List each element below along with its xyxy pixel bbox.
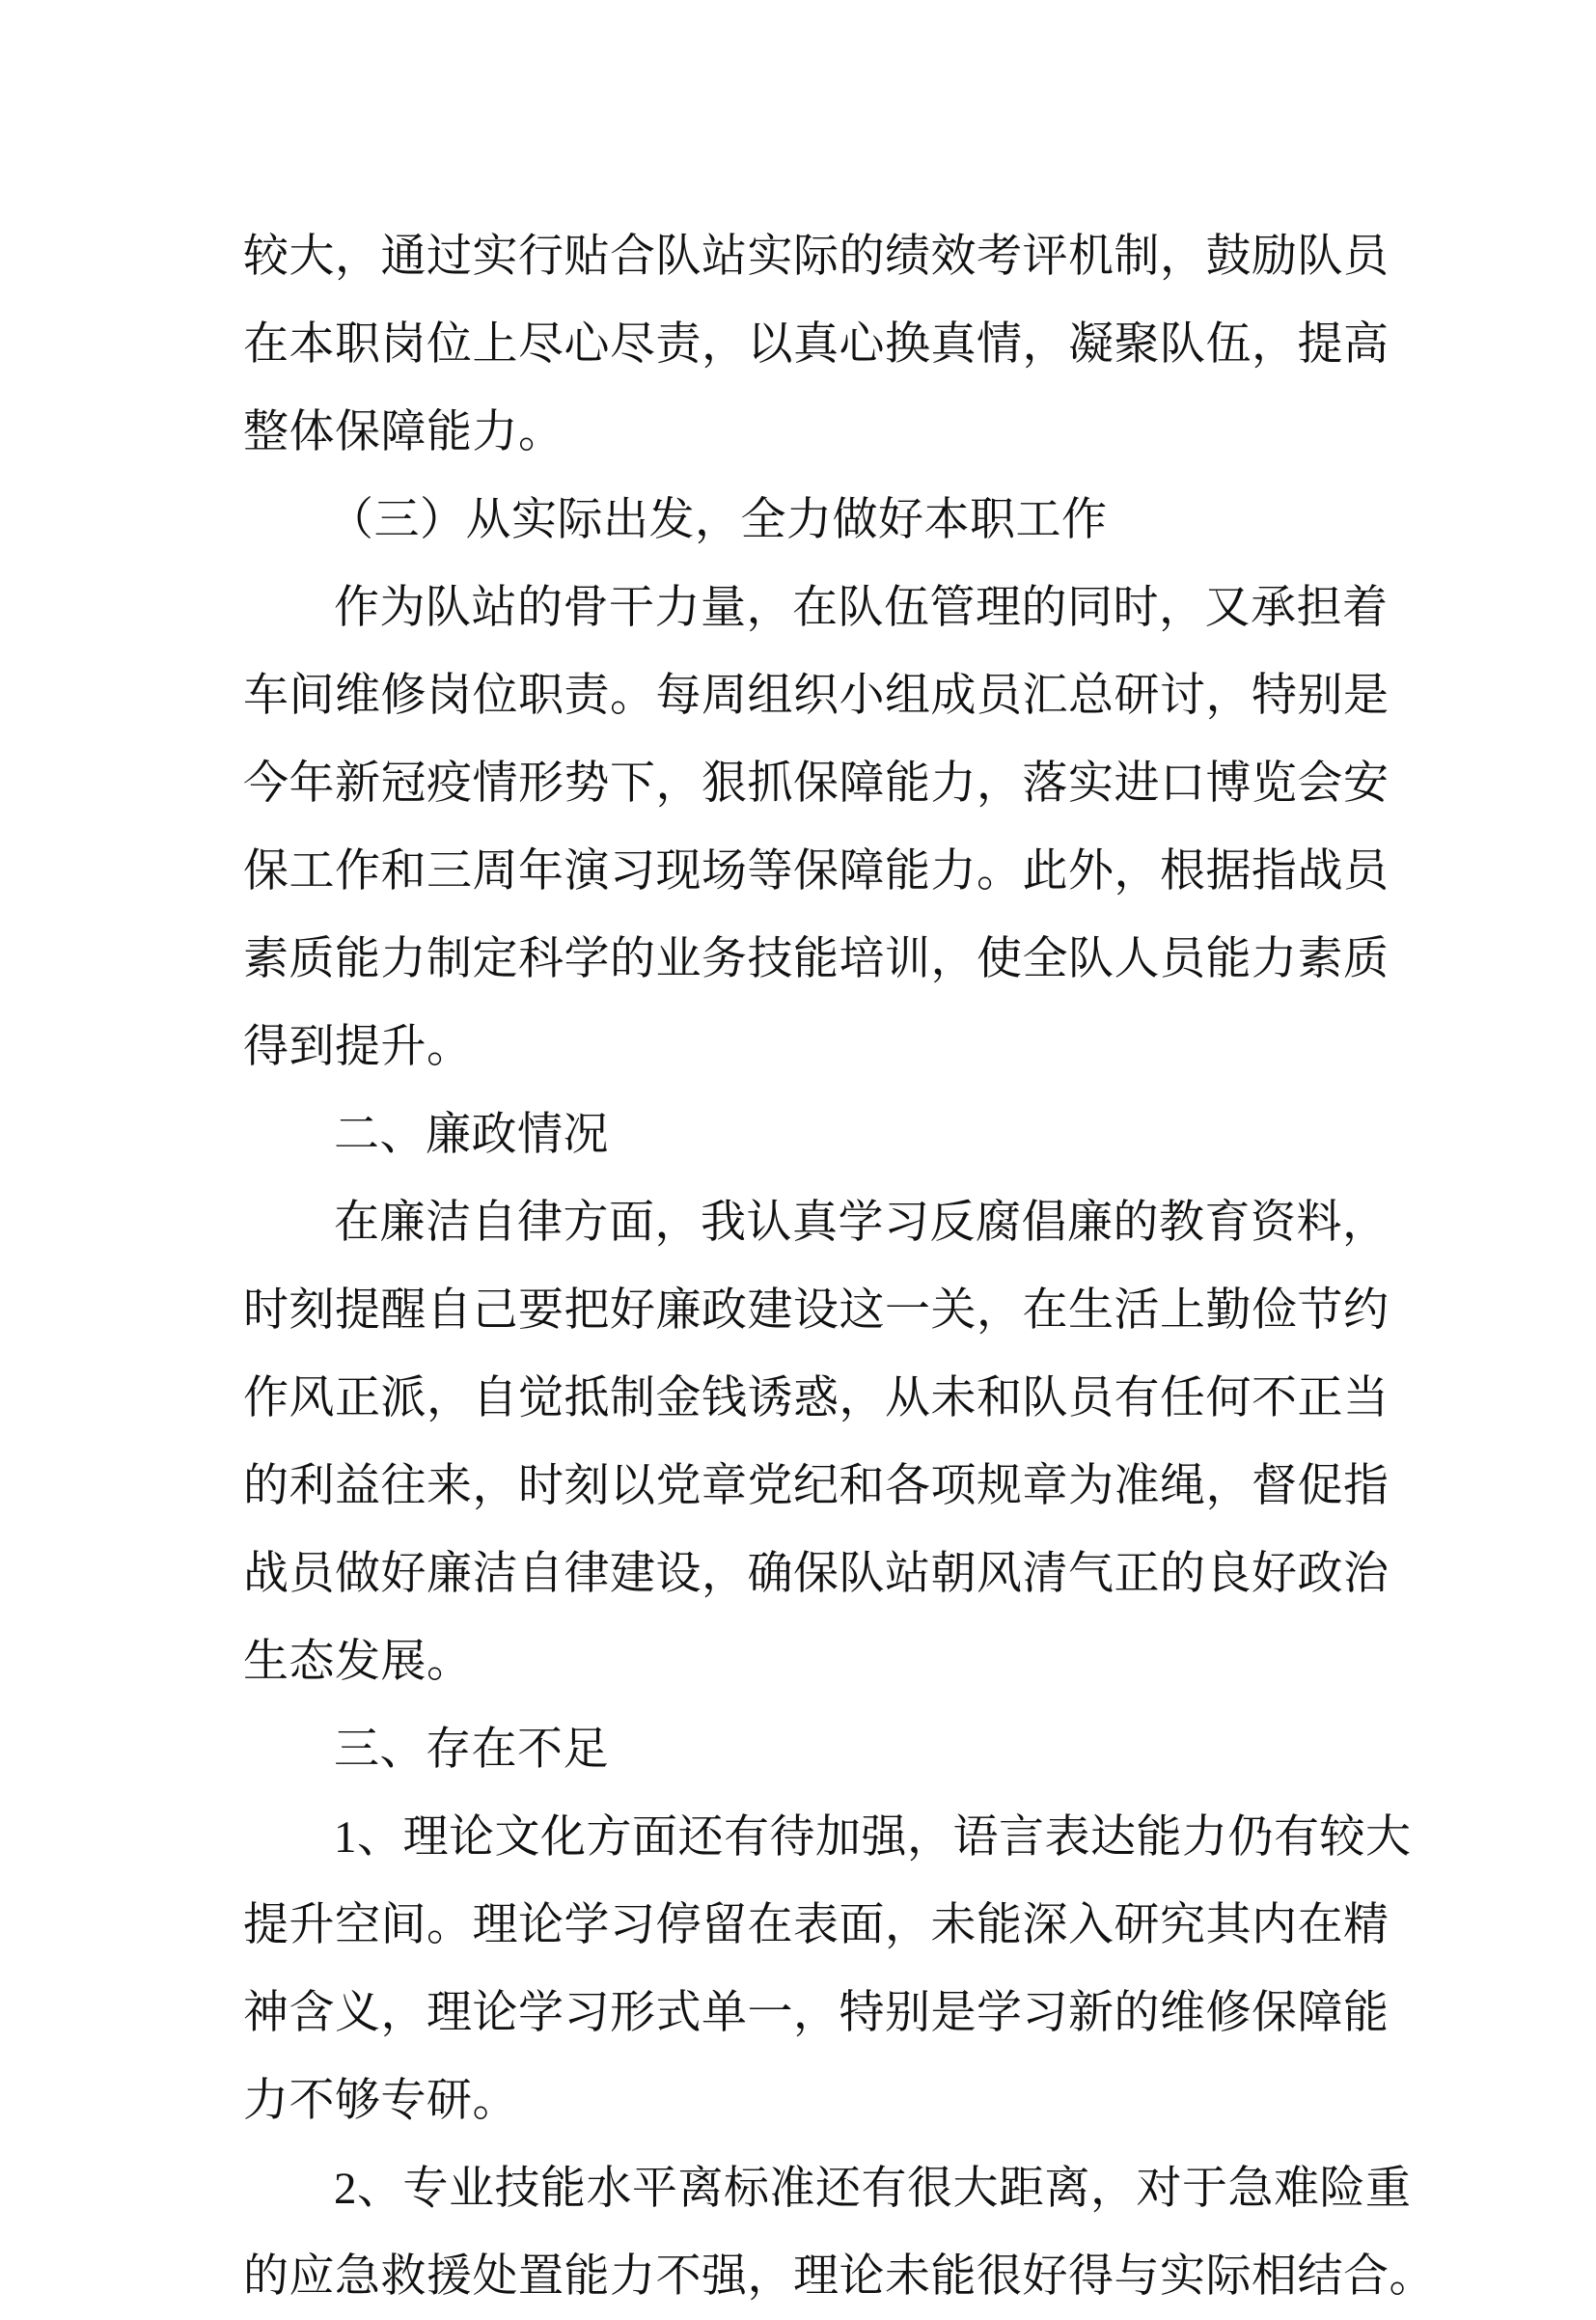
paragraph-line: 生态发展。: [243, 1635, 473, 1688]
list-item-number: 1: [334, 1812, 357, 1863]
paragraph-line: 的应急救援处置能力不强，理论未能很好得与实际相结合。: [243, 2250, 1435, 2303]
paragraph-line: 战员做好廉洁自律建设，确保队站朝风清气正的良好政治: [243, 1547, 1390, 1600]
paragraph-line: 整体保障能力。: [243, 405, 564, 458]
paragraph-line: 在廉洁自律方面，我认真学习反腐倡廉的教育资料，: [334, 1196, 1389, 1249]
paragraph-line: 得到提升。: [243, 1020, 473, 1073]
document-page: [243, 212, 1435, 2320]
paragraph-line: 神含义，理论学习形式单一，特别是学习新的维修保障能: [243, 1986, 1390, 2039]
subsection-heading: （三）从实际出发，全力做好本职工作: [328, 493, 1108, 546]
paragraph-line: 提升空间。理论学习停留在表面，未能深入研究其内在精: [243, 1898, 1390, 1951]
paragraph-line: 在本职岗位上尽心尽责，以真心换真情，凝聚队伍，提高: [243, 318, 1390, 371]
list-item-line: [243, 1793, 1412, 1881]
list-item-number: 2: [334, 2164, 357, 2214]
paragraph-line: 作为队站的骨干力量，在队伍管理的同时，又承担着: [334, 581, 1389, 634]
paragraph-line: 力不够专研。: [243, 2074, 518, 2127]
paragraph-line: 作风正派，自觉抵制金钱诱惑，从未和队员有任何不正当: [243, 1371, 1390, 1424]
list-item-text: 、理论文化方面还有待加强，语言表达能力仍有较大: [357, 1810, 1412, 1864]
paragraph-line: 素质能力制定科学的业务技能培训，使全队人员能力素质: [243, 932, 1390, 985]
section-heading: 二、廉政情况: [334, 1108, 609, 1161]
paragraph-line: 保工作和三周年演习现场等保障能力。此外，根据指战员: [243, 844, 1390, 898]
list-item-text: 、专业技能水平离标准还有很大距离，对于急难险重: [357, 2162, 1412, 2215]
paragraph-line: 车间维修岗位职责。每周组织小组成员汇总研讨，特别是: [243, 669, 1390, 722]
paragraph-line: 较大，通过实行贴合队站实际的绩效考评机制，鼓励队员: [243, 230, 1390, 283]
list-item-line: [243, 2144, 1412, 2232]
paragraph-line: 时刻提醒自己要把好廉政建设这一关，在生活上勤俭节约: [243, 1284, 1390, 1337]
section-heading: 三、存在不足: [334, 1723, 609, 1776]
paragraph-line: 的利益往来，时刻以党章党纪和各项规章为准绳，督促指: [243, 1459, 1390, 1512]
paragraph-line: 今年新冠疫情形势下，狠抓保障能力，落实进口博览会安: [243, 757, 1390, 810]
